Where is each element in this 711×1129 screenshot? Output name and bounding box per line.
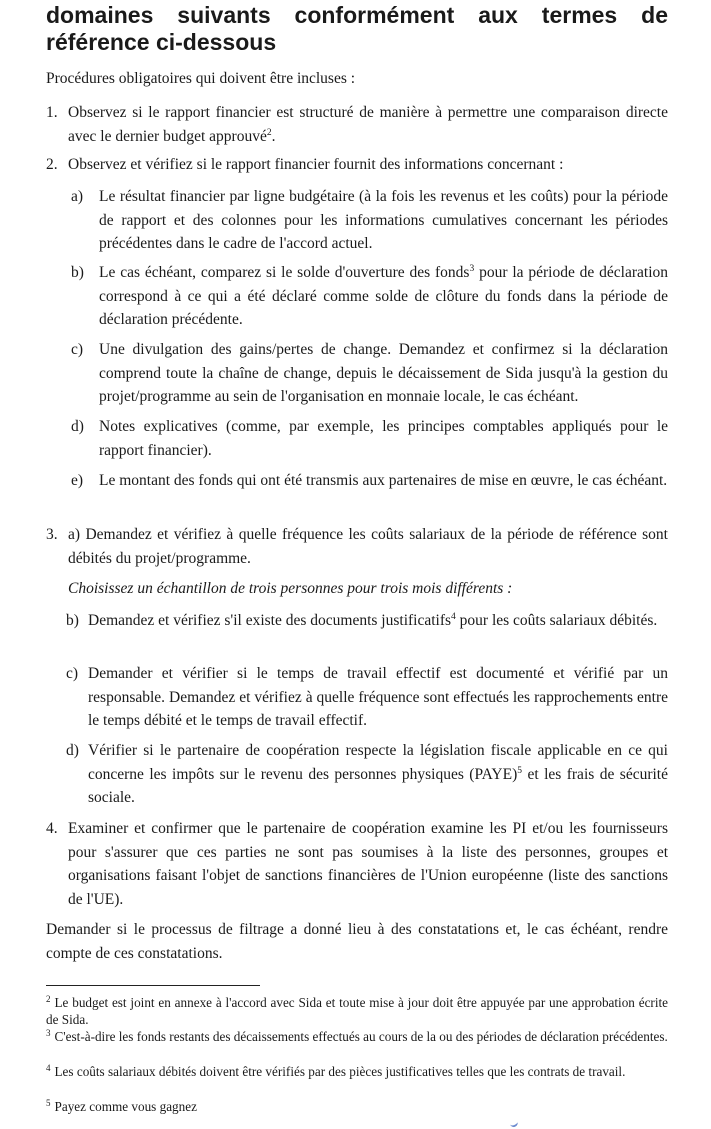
item-text: a) Demandez et vérifiez à quelle fréquence les coûts salariaux de la période de référence sont débités du projet/programme. <box>68 526 668 567</box>
procedure-item-2b <box>71 261 668 332</box>
footnote-ref: 5 <box>517 765 522 776</box>
footnote-ref: 4 <box>451 611 456 622</box>
item-text: Le montant des fonds qui ont été transmis aux partenaires de mise en œuvre, le cas échéant. <box>99 472 668 489</box>
item-text: Demander et vérifier si le temps de travail effectif est documenté et vérifié par un responsable. Demandez et vérifiez à quelle fréquence sont effectués les rapprochements entre le temps débité et le temps de travail effectif. <box>88 665 668 729</box>
footnote-text: Payez comme vous gagnez <box>54 1099 197 1114</box>
item-number: 3. <box>46 526 58 543</box>
item-number: 2. <box>46 156 58 173</box>
item-text: Le résultat financier par ligne budgétaire (à la fois les revenus et les coûts) pour la période de rapport et des colonnes pour les informations cumulatives concernant les périodes précédentes dans le cadre de l'accord actuel. <box>99 188 668 252</box>
item-letter: e) <box>71 472 84 489</box>
section-heading: domaines suivants conformément aux termes de référence ci-dessous <box>46 2 668 55</box>
footnote-number: 4 <box>46 1062 51 1073</box>
procedure-item-3b <box>66 609 668 633</box>
procedure-item-1 <box>46 101 668 148</box>
footnote-number: 3 <box>46 1027 51 1038</box>
item-letter: b) <box>71 264 84 281</box>
footnote-5 <box>46 1099 668 1116</box>
procedure-item-2a <box>71 185 668 256</box>
footnote-2 <box>46 995 668 1028</box>
item-text: Observez et vérifiez si le rapport financier fournit des informations concernant : <box>68 156 564 173</box>
item-number: 4. <box>46 820 58 837</box>
item-text: Examiner et confirmer que le partenaire de coopération examine les PI et/ou les fournisseurs pour s'assurer que ces parties ne sont pas soumises à la liste des personnes, groupes et organisations faisant l'objet de sanctions financières de l'Union européenne (liste des sanctions de l'UE). <box>68 820 668 908</box>
item-text: Observez si le rapport financier est structuré de manière à permettre une comparaison directe avec le dernier budget approuvé <box>68 104 668 145</box>
footnote-number: 2 <box>46 993 51 1004</box>
item-letter: d) <box>66 742 79 759</box>
footnote-separator <box>46 985 260 986</box>
item-text: Choisissez un échantillon de trois personnes pour trois mois différents : <box>68 580 513 597</box>
footnote-3 <box>46 1029 668 1046</box>
procedure-item-3 <box>46 523 668 570</box>
procedure-item-2 <box>46 153 668 177</box>
sample-instruction <box>68 577 668 601</box>
item-text-tail: et les frais de sécurité sociale. <box>88 765 668 806</box>
item-text: Notes explicatives (comme, par exemple, les principes comptables appliqués pour le rapport financier). <box>99 418 668 459</box>
item-letter: c) <box>71 341 84 358</box>
item-text: Demandez et vérifiez s'il existe des documents justificatifs <box>88 612 452 629</box>
item-text-tail: . <box>271 127 276 145</box>
item-text-tail: pour les coûts salariaux débités. <box>455 612 658 629</box>
procedure-item-2d <box>71 415 668 462</box>
footnote-ref: 2 <box>266 127 272 138</box>
procedure-item-4 <box>46 817 668 911</box>
intro-text: Procédures obligatoires qui doivent être incluses : <box>46 70 356 87</box>
item-letter: d) <box>71 418 84 435</box>
footnote-ref: 3 <box>469 263 475 274</box>
item-text: Le cas échéant, comparez si le solde d'ouverture des fonds <box>99 264 470 281</box>
procedure-item-2c <box>71 338 668 409</box>
footnote-4 <box>46 1064 668 1081</box>
item-letter: c) <box>66 665 79 682</box>
procedure-item-3d <box>66 739 668 810</box>
item-text-tail: pour la période de déclaration correspond à ce qui a été déclaré comme solde de clôture du fonds dans la période de déclaration précédente. <box>99 264 668 328</box>
footnote-text: C'est-à-dire les fonds restants des décaissements effectués au cours de la ou des périodes de déclaration précédentes. <box>54 1029 668 1044</box>
item-text: Une divulgation des gains/pertes de change. Demandez et confirmez si la déclaration comprend toute la chaîne de change, depuis le décaissement de Sida jusqu'à la gestion du projet/programme au sein de l'organisation en monnaie locale, le cas échéant. <box>99 341 668 405</box>
item-letter: a) <box>71 188 84 205</box>
item-text: Vérifier si le partenaire de coopération respecte la législation fiscale applicable en ce qui concerne les impôts sur le revenu des personnes physiques (PAYE) <box>88 742 668 783</box>
footnote-text: Les coûts salariaux débités doivent être vérifiés par des pièces justificatives telles que les contrats de travail. <box>54 1064 626 1079</box>
footnote-text: Le budget est joint en annexe à l'accord avec Sida et toute mise à jour doit être appuyée par une approbation écrite de Sida. <box>46 995 668 1027</box>
footnote-number: 5 <box>46 1097 51 1108</box>
procedure-item-3c <box>66 662 668 733</box>
item-letter: b) <box>66 612 79 629</box>
procedure-item-2e <box>71 469 668 493</box>
scan-artifact <box>509 1120 519 1128</box>
closing-paragraph: Demander si le processus de filtrage a donné lieu à des constatations et, le cas échéant, rendre compte de ces constatations. <box>46 921 668 962</box>
item-number: 1. <box>46 104 58 121</box>
